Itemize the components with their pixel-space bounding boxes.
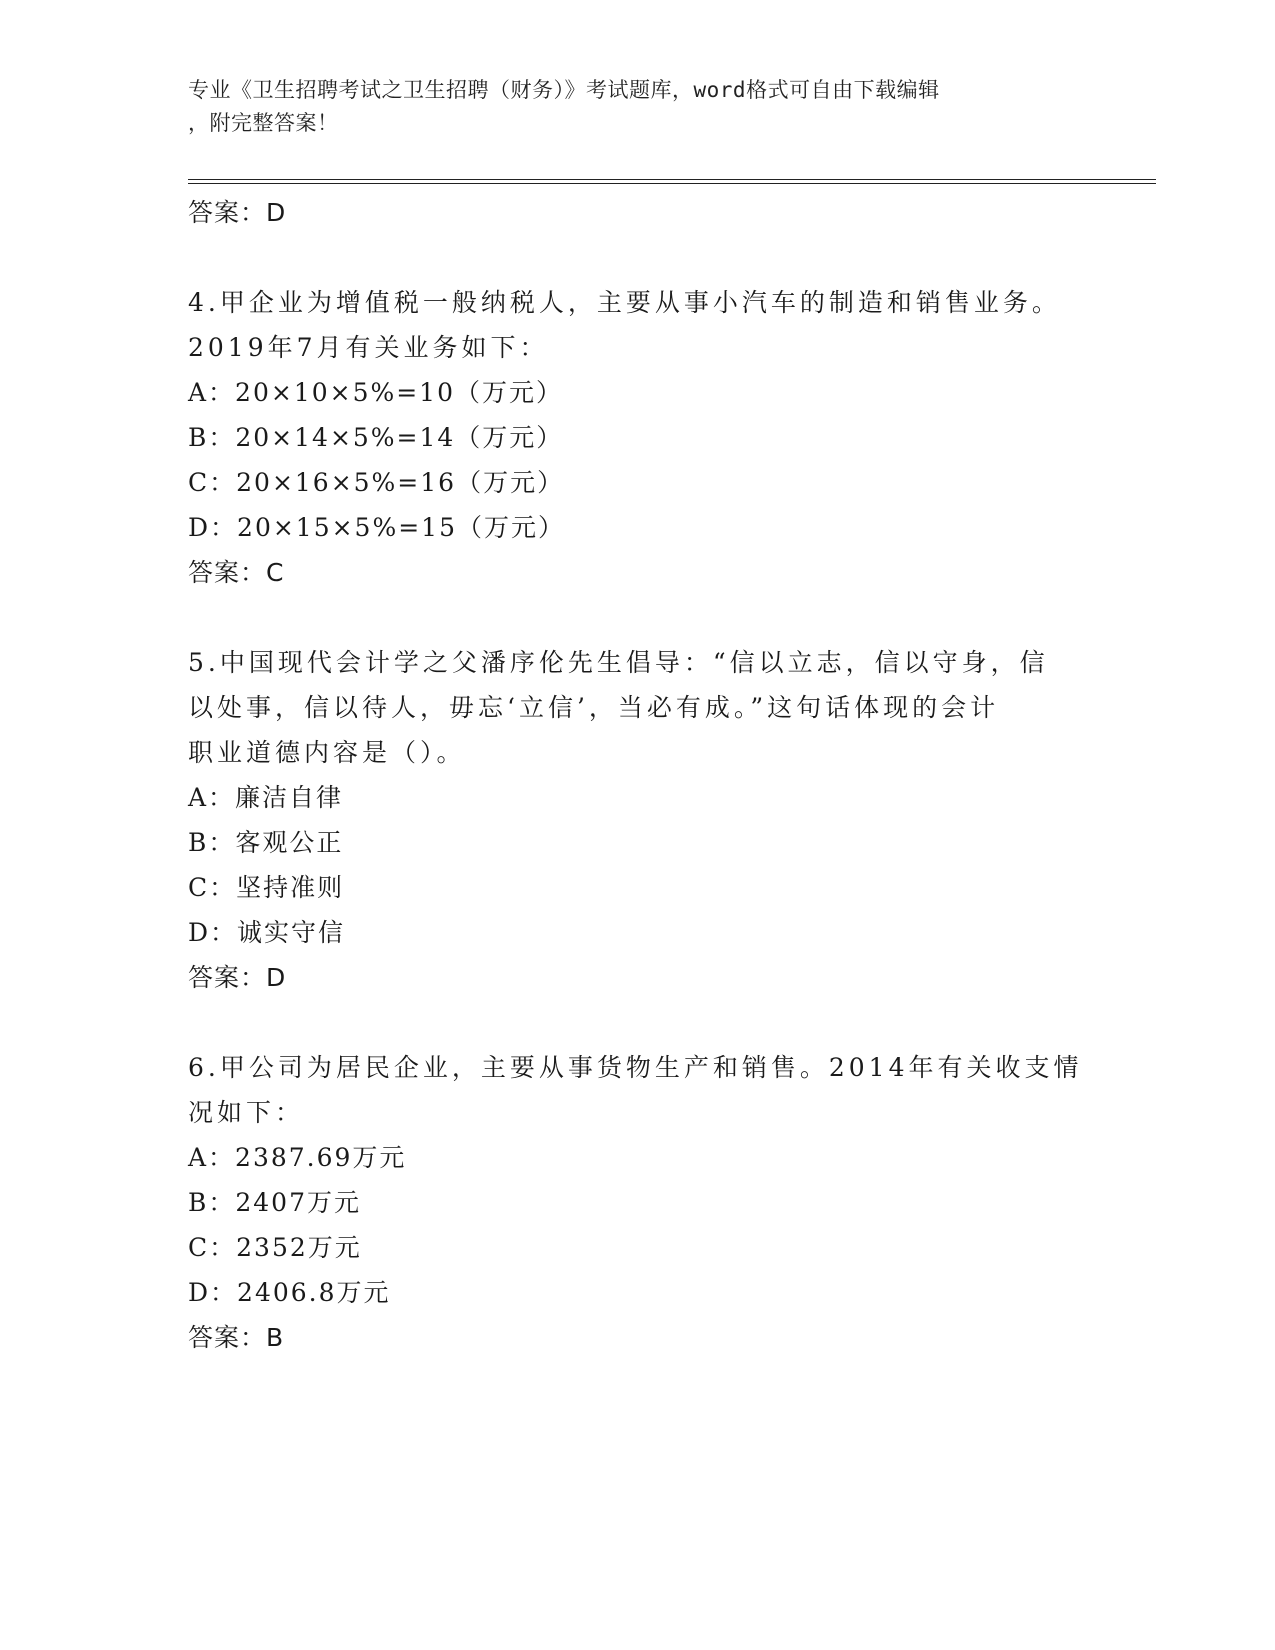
answer: 答案：B	[188, 1323, 285, 1352]
question-4	[188, 280, 1088, 595]
previous-answer: 答案：D	[188, 198, 287, 227]
option-b: B：客观公正	[188, 828, 344, 857]
document-header	[188, 74, 1068, 140]
option-c: C：坚持准则	[188, 873, 345, 902]
question-text-line: 2019年7月有关业务如下：	[188, 333, 549, 362]
question-text-line: 职业道德内容是（）。	[188, 738, 466, 767]
spacer	[188, 595, 1088, 640]
option-d: D：2406.8万元	[188, 1278, 391, 1307]
option-a: A：20×10×5%=10（万元）	[188, 378, 563, 407]
header-divider-top	[188, 179, 1156, 180]
header-divider-bottom	[188, 183, 1156, 184]
question-text-line: 6.甲公司为居民企业，主要从事货物生产和销售。2014年有关收支情	[188, 1053, 1083, 1082]
option-d: D：诚实守信	[188, 918, 346, 947]
question-5	[188, 640, 1088, 1000]
question-text-line: 以处事，信以待人，毋忘‘立信’，当必有成。”这句话体现的会计	[188, 693, 1000, 722]
option-a: A：廉洁自律	[188, 783, 344, 812]
header-line-2: ，附完整答案！	[188, 111, 339, 135]
question-text-line: 4.甲企业为增值税一般纳税人，主要从事小汽车的制造和销售业务。	[188, 288, 1061, 317]
option-a: A：2387.69万元	[188, 1143, 407, 1172]
question-6	[188, 1045, 1088, 1360]
question-text-line: 况如下：	[188, 1098, 305, 1127]
header-line-1: 专业《卫生招聘考试之卫生招聘（财务）》考试题库，word格式可自由下载编辑	[188, 78, 940, 102]
option-c: C：2352万元	[188, 1233, 362, 1262]
spacer	[188, 235, 1088, 280]
spacer	[188, 1000, 1088, 1045]
answer: 答案：D	[188, 963, 287, 992]
question-text-line: 5.中国现代会计学之父潘序伦先生倡导：“信以立志，信以守身，信	[188, 648, 1049, 677]
option-b: B：20×14×5%=14（万元）	[188, 423, 564, 452]
option-d: D：20×15×5%=15（万元）	[188, 513, 565, 542]
document-body	[188, 190, 1088, 1360]
option-c: C：20×16×5%=16（万元）	[188, 468, 565, 497]
option-b: B：2407万元	[188, 1188, 361, 1217]
answer: 答案：C	[188, 558, 285, 587]
